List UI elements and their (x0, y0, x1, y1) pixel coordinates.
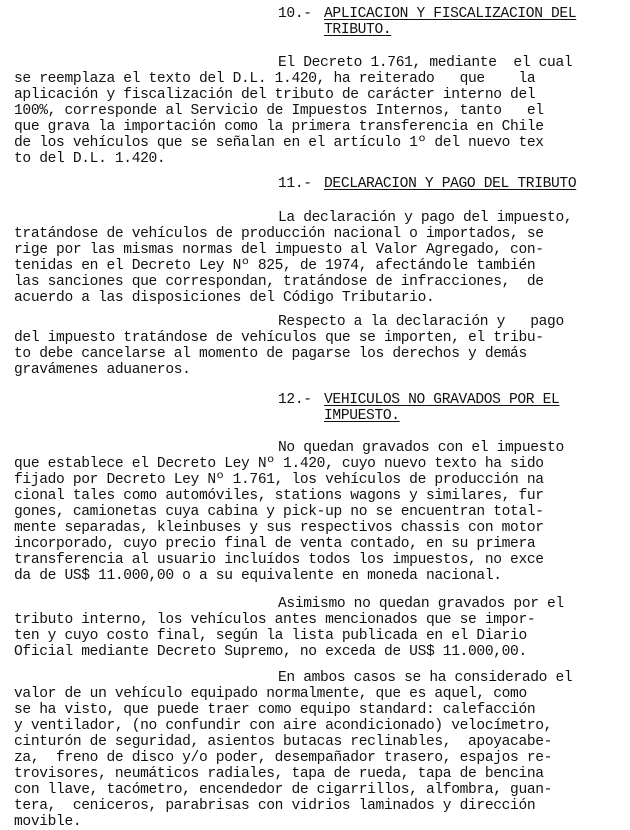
text-line: transferencia al usuario incluídos todos los impuestos, no exce (14, 552, 544, 568)
text-line: El Decreto 1.761, mediante el cual (278, 55, 573, 71)
text-line: to del D.L. 1.420. (14, 151, 166, 167)
text-line: de los vehículos que se señalan en el artículo 1º del nuevo tex (14, 135, 544, 151)
text-line: da de US$ 11.000,00 o a su equivalente en moneda nacional. (14, 568, 502, 584)
section-11-number: 11.- (278, 176, 312, 192)
text-line: cional tales como automóviles, stations wagons y similares, fur (14, 488, 544, 504)
text-line: del impuesto tratándose de vehículos que se importen, el tribu- (14, 330, 544, 346)
text-line: En ambos casos se ha considerado el (278, 670, 573, 686)
text-line: las sanciones que correspondan, tratándose de infracciones, de (14, 274, 544, 290)
text-line: La declaración y pago del impuesto, (278, 210, 573, 226)
text-line: se reemplaza el texto del D.L. 1.420, ha reiterado que la (14, 71, 536, 87)
section-10-number: 10.- (278, 6, 312, 22)
text-line: que establece el Decreto Ley Nº 1.420, cuyo nuevo texto ha sido (14, 456, 544, 472)
text-line: con llave, tacómetro, encendedor de cigarrillos, alfombra, guan- (14, 782, 553, 798)
text-line: Asimismo no quedan gravados por el (278, 596, 564, 612)
text-line: mente separadas, kleinbuses y sus respectivos chassis con motor (14, 520, 544, 536)
text-line: No quedan gravados con el impuesto (278, 440, 564, 456)
text-line: incorporado, cuyo precio final de venta contado, en su primera (14, 536, 536, 552)
text-line: rige por las mismas normas del impuesto al Valor Agregado, con- (14, 242, 544, 258)
text-line: gravámenes aduaneros. (14, 362, 191, 378)
text-line: 100%, corresponde al Servicio de Impuestos Internos, tanto el (14, 103, 544, 119)
text-line: y ventilador, (no confundir con aire acondicionado) velocímetro, (14, 718, 553, 734)
text-line: valor de un vehículo equipado normalmente, que es aquel, como (14, 686, 527, 702)
section-12-number: 12.- (278, 392, 312, 408)
text-line: ten y cuyo costo final, según la lista publicada en el Diario (14, 628, 527, 644)
section-10-title-line-2: TRIBUTO. (324, 22, 392, 38)
text-line: tratándose de vehículos de producción nacional o importados, se (14, 226, 544, 242)
text-line: aplicación y fiscalización del tributo de carácter interno del (14, 87, 536, 103)
text-line: trovisores, neumáticos radiales, tapa de rueda, tapa de bencina (14, 766, 544, 782)
text-line: tenidas en el Decreto Ley Nº 825, de 1974, afectándole también (14, 258, 536, 274)
text-line: to debe cancelarse al momento de pagarse los derechos y demás (14, 346, 527, 362)
text-line: tributo interno, los vehículos antes mencionados que se impor- (14, 612, 536, 628)
text-line: que grava la importación como la primera transferencia en Chile (14, 119, 544, 135)
section-12-title-line-2: IMPUESTO. (324, 408, 400, 424)
section-11-title-line-1: DECLARACION Y PAGO DEL TRIBUTO (324, 176, 577, 192)
text-line: cinturón de seguridad, asientos butacas reclinables, apoyacabe- (14, 734, 553, 750)
text-line: gones, camionetas cuya cabina y pick-up no se encuentran total- (14, 504, 544, 520)
text-line: fijado por Decreto Ley Nº 1.761, los vehículos de producción na (14, 472, 544, 488)
section-10-title-line-1: APLICACION Y FISCALIZACION DEL (324, 6, 577, 22)
text-line: movible. (14, 814, 82, 830)
text-line: za, freno de disco y/o poder, desempañador trasero, espajos re- (14, 750, 553, 766)
text-line: tera, ceniceros, parabrisas con vidrios laminados y dirección (14, 798, 536, 814)
text-line: acuerdo a las disposiciones del Código Tributario. (14, 290, 435, 306)
text-line: Respecto a la declaración y pago (278, 314, 564, 330)
text-line: se ha visto, que puede traer como equipo standard: calefacción (14, 702, 536, 718)
section-12-title-line-1: VEHICULOS NO GRAVADOS POR EL (324, 392, 560, 408)
text-line: Oficial mediante Decreto Supremo, no exceda de US$ 11.000,00. (14, 644, 527, 660)
